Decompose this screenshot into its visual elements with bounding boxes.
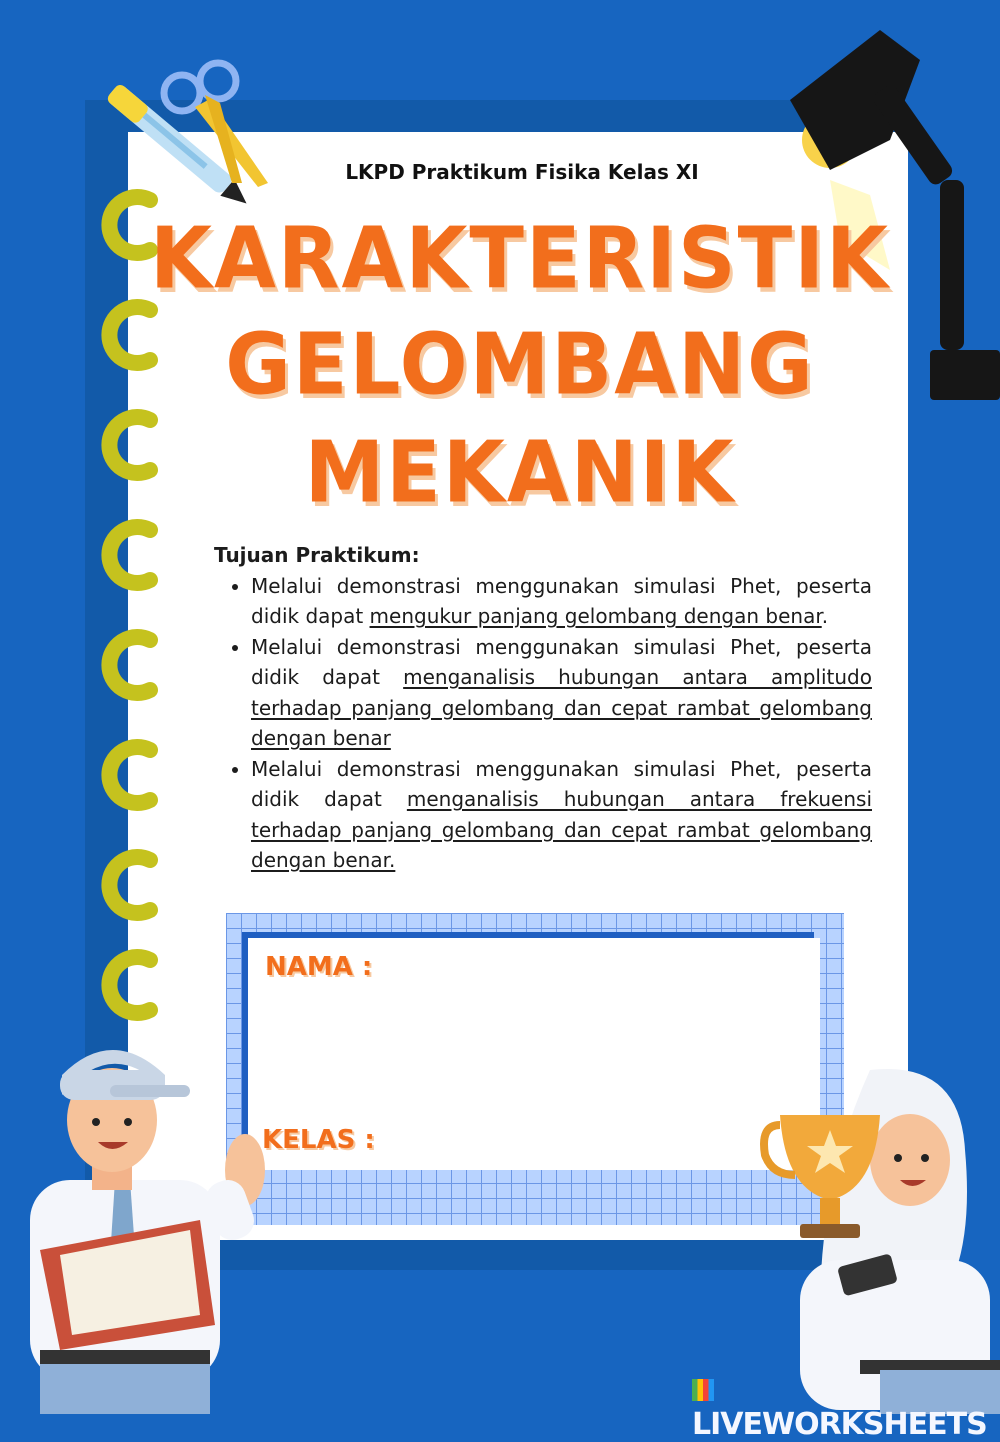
liveworksheets-watermark (692, 1372, 1000, 1442)
goal-emphasis: mengukur panjang gelombang dengan benar (369, 604, 822, 628)
goal-text: Melalui demonstrasi menggunakan simulasi Phet, peserta didik dapat (251, 756, 872, 811)
class-label: KELAS : (262, 1125, 375, 1155)
goal-item-1 (251, 571, 872, 632)
goal-item-2 (251, 632, 872, 754)
goal-tail: . (821, 604, 829, 628)
goals-list (214, 571, 872, 876)
goal-emphasis: menganalisis hubungan antara frekuensi terhadap panjang gelombang dan cepat rambat gelombang dengan benar. (251, 787, 872, 872)
worksheet-subtitle: LKPD Praktikum Fisika Kelas XI (345, 160, 699, 184)
watermark-text: LIVEWORKSHEETS (692, 1407, 987, 1442)
ring-4 (109, 527, 150, 583)
goal-item-3 (251, 754, 872, 876)
liveworksheets-logo-icon (692, 1379, 714, 1401)
goal-text: Melalui demonstrasi menggunakan simulasi Phet, peserta didik dapat (251, 573, 872, 628)
student-boy-illustration (0, 1030, 300, 1414)
goal-text: Melalui demonstrasi menggunakan simulasi Phet, peserta didik dapat (251, 634, 872, 689)
goals-heading: Tujuan Praktikum: (214, 543, 420, 567)
goal-emphasis: menganalisis hubungan antara amplitudo terhadap panjang gelombang dan cepat rambat gelombang dengan benar (251, 665, 872, 750)
ring-5 (109, 637, 150, 693)
ring-6 (109, 747, 150, 803)
practicum-goals (214, 540, 872, 876)
title-line-2: GELOMBANG (225, 315, 815, 414)
name-label: NAMA : (265, 952, 373, 982)
student-girl-illustration (760, 1060, 1000, 1414)
title-line-3: MEKANIK (304, 423, 736, 522)
title-line-1: KARAKTERISTIK (150, 209, 890, 308)
ring-7 (109, 857, 150, 913)
ring-8 (109, 957, 150, 1013)
